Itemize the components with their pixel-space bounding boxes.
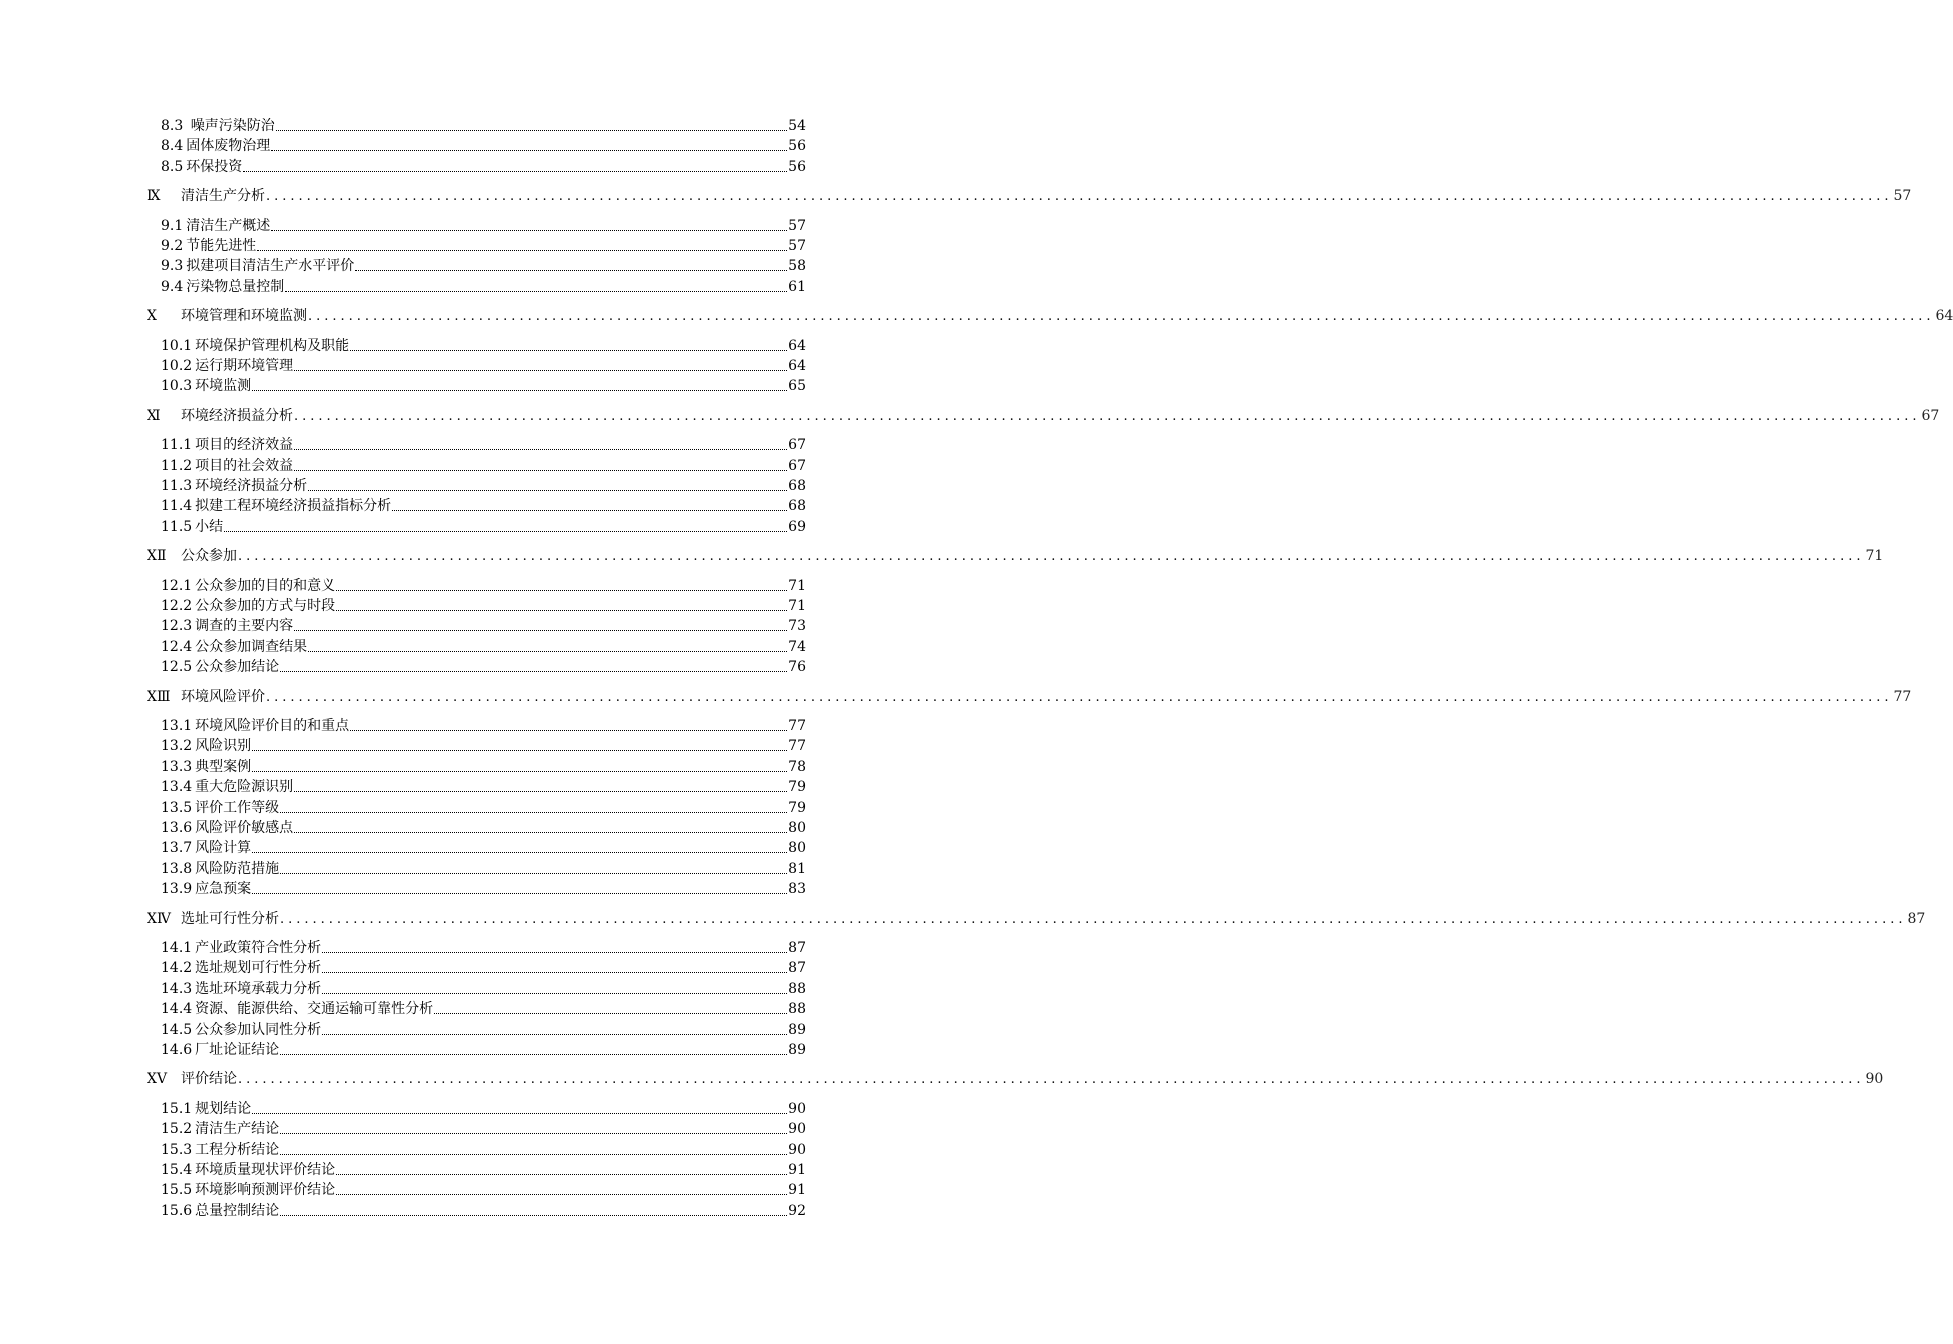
toc-entry-label bbox=[161, 477, 307, 495]
toc-entry-number: 14.1 bbox=[161, 940, 193, 956]
toc-page-number: 88 bbox=[788, 1001, 806, 1018]
toc-section-entry[interactable] bbox=[161, 477, 806, 495]
toc-entry-title: 总量控制结论 bbox=[195, 1202, 280, 1219]
toc-page-number: 68 bbox=[788, 478, 806, 494]
toc-page-number: 67 bbox=[788, 437, 806, 454]
toc-entry-label bbox=[161, 799, 279, 817]
toc-entry-title: 风险识别 bbox=[195, 738, 252, 755]
toc-section-entry[interactable] bbox=[161, 939, 806, 957]
toc-entry-number: 12.1 bbox=[161, 577, 193, 594]
toc-entry-number: 14.4 bbox=[161, 1001, 193, 1018]
toc-section-entry[interactable] bbox=[161, 237, 806, 255]
dot-leader bbox=[243, 160, 787, 172]
toc-entry-title: 资源、能源供给、交通运输可靠性分析 bbox=[195, 1001, 434, 1018]
toc-section-entry[interactable] bbox=[161, 1021, 806, 1039]
toc-entry-label bbox=[161, 497, 391, 515]
dot-leader bbox=[294, 459, 787, 471]
toc-entry-label bbox=[161, 1202, 279, 1220]
toc-entry-label bbox=[161, 1000, 433, 1018]
toc-entry-number: 15.5 bbox=[161, 1182, 193, 1199]
toc-entry-label bbox=[147, 307, 307, 325]
toc-entry-label bbox=[161, 158, 242, 176]
toc-entry-number: ⅩⅣ bbox=[147, 910, 171, 927]
dot-leader: ........................................................................................................................................................................................................ bbox=[238, 549, 1865, 565]
toc-page-number: 74 bbox=[788, 638, 806, 655]
toc-entry-number: Ⅸ bbox=[147, 188, 161, 205]
toc-entry-title: 污染物总量控制 bbox=[186, 278, 285, 295]
toc-entry-number: 13.8 bbox=[161, 860, 193, 877]
toc-page-number: 90 bbox=[788, 1121, 806, 1138]
toc-entry-label bbox=[161, 357, 293, 375]
toc-section-entry[interactable] bbox=[161, 1161, 806, 1179]
toc-page-number: 87 bbox=[788, 960, 806, 977]
toc-section-entry[interactable] bbox=[161, 819, 806, 837]
toc-page-number: 68 bbox=[788, 498, 806, 515]
toc-entry-title: 公众参加 bbox=[181, 548, 237, 565]
toc-entry-label bbox=[161, 880, 251, 898]
dot-leader bbox=[252, 379, 787, 391]
toc-entry-label bbox=[161, 959, 321, 977]
toc-entry-title: 清洁生产分析 bbox=[181, 188, 265, 205]
toc-entry-label bbox=[161, 1181, 335, 1199]
toc-entry-title: 选址环境承载力分析 bbox=[195, 980, 322, 997]
dot-leader bbox=[322, 982, 787, 994]
toc-section-entry[interactable] bbox=[161, 638, 806, 656]
toc-entry-number: ⅩⅡ bbox=[147, 548, 167, 565]
toc-section-entry[interactable] bbox=[161, 357, 806, 375]
toc-entry-number: 11.5 bbox=[161, 518, 193, 535]
toc-entry-title: 公众参加结论 bbox=[195, 659, 280, 676]
toc-page-number: 80 bbox=[788, 840, 806, 857]
toc-entry-title: 小结 bbox=[195, 518, 224, 535]
toc-page-number: 90 bbox=[788, 1100, 806, 1117]
toc-entry-number: 14.5 bbox=[161, 1021, 193, 1038]
toc-section-entry[interactable] bbox=[161, 980, 806, 998]
toc-chapter-entry[interactable] bbox=[147, 688, 1912, 707]
toc-section-entry[interactable] bbox=[161, 117, 806, 135]
toc-entry-number: 8.4 bbox=[161, 138, 184, 155]
toc-entry-label bbox=[161, 1100, 251, 1118]
toc-section-entry[interactable] bbox=[161, 758, 806, 776]
toc-entry-number: 13.9 bbox=[161, 881, 193, 898]
toc-entry-title: 公众参加调查结果 bbox=[195, 638, 308, 655]
toc-page-number: 79 bbox=[788, 799, 806, 816]
toc-entry-label bbox=[161, 778, 293, 796]
toc-entry-label bbox=[161, 758, 251, 776]
toc-entry-number: 11.2 bbox=[161, 457, 193, 474]
toc-entry-label bbox=[161, 377, 251, 395]
toc-entry-title: 产业政策符合性分析 bbox=[195, 940, 322, 956]
toc-entry-title: 拟建项目清洁生产水平评价 bbox=[186, 258, 355, 275]
toc-entry-title: 评价结论 bbox=[181, 1071, 237, 1088]
toc-entry-number: 13.4 bbox=[161, 779, 193, 796]
dot-leader bbox=[294, 619, 787, 631]
toc-entry-title: 环境经济损益分析 bbox=[181, 407, 293, 424]
toc-entry-number: 15.4 bbox=[161, 1162, 193, 1178]
toc-page-number: 89 bbox=[788, 1021, 806, 1038]
toc-section-entry[interactable] bbox=[161, 1181, 806, 1199]
toc-entry-number: 11.1 bbox=[161, 437, 193, 454]
dot-leader bbox=[294, 438, 787, 450]
toc-page-number: 79 bbox=[788, 779, 806, 796]
toc-chapter-entry[interactable] bbox=[147, 187, 1912, 206]
toc-entry-title: 公众参加的目的和意义 bbox=[195, 577, 336, 594]
toc-entry-number: 12.5 bbox=[161, 659, 193, 676]
toc-entry-number: 9.4 bbox=[161, 278, 184, 295]
toc-entry-number: 12.2 bbox=[161, 598, 193, 614]
toc-entry-title: 环境风险评价目的和重点 bbox=[195, 718, 350, 734]
toc-entry-title: 运行期环境管理 bbox=[195, 358, 294, 374]
dot-leader bbox=[308, 479, 787, 491]
dot-leader: ........................................................................................................................................................................................................ bbox=[238, 1072, 1865, 1088]
toc-entry-number: 9.1 bbox=[161, 217, 184, 234]
toc-entry-label bbox=[147, 187, 265, 205]
toc-entry-label bbox=[147, 910, 279, 928]
toc-section-entry[interactable] bbox=[161, 436, 806, 454]
toc-entry-label bbox=[161, 1041, 279, 1059]
dot-leader bbox=[271, 139, 787, 151]
toc-entry-title: 公众参加认同性分析 bbox=[195, 1021, 322, 1038]
toc-chapter-entry[interactable] bbox=[147, 1070, 1884, 1089]
toc-entry-number: Ⅺ bbox=[147, 407, 161, 424]
toc-entry-title: 环境保护管理机构及职能 bbox=[195, 337, 350, 354]
dot-leader bbox=[336, 579, 787, 591]
toc-section-entry[interactable] bbox=[161, 617, 806, 635]
dot-leader bbox=[252, 882, 787, 894]
dot-leader: ........................................................................................................................................................................................................ bbox=[308, 309, 1935, 325]
toc-entry-label bbox=[161, 117, 275, 135]
toc-entry-label bbox=[161, 617, 293, 635]
dot-leader bbox=[252, 760, 787, 772]
toc-entry-number: 13.2 bbox=[161, 738, 193, 755]
toc-page-number: 76 bbox=[788, 659, 806, 676]
toc-entry-number: 8.5 bbox=[161, 158, 184, 175]
toc-entry-number: 14.2 bbox=[161, 960, 193, 977]
dot-leader bbox=[224, 520, 787, 532]
dot-leader bbox=[285, 280, 787, 292]
toc-page-number: 71 bbox=[788, 598, 806, 614]
toc-entry-number: 13.3 bbox=[161, 758, 193, 775]
toc-entry-label bbox=[147, 407, 293, 425]
toc-entry-label bbox=[161, 839, 251, 857]
toc-page-number: 57 bbox=[788, 217, 806, 234]
toc-section-entry[interactable] bbox=[161, 217, 806, 235]
toc-entry-label bbox=[161, 278, 284, 296]
toc-section-entry[interactable] bbox=[161, 597, 806, 615]
toc-page-number: 54 bbox=[788, 118, 806, 134]
dot-leader bbox=[392, 499, 787, 511]
toc-entry-title: 项目的社会效益 bbox=[195, 457, 294, 474]
toc-section-entry[interactable] bbox=[161, 377, 806, 395]
toc-section-entry[interactable] bbox=[161, 1120, 806, 1138]
dot-leader bbox=[252, 1102, 787, 1114]
toc-entry-title: 环境质量现状评价结论 bbox=[195, 1162, 336, 1178]
toc-section-entry[interactable] bbox=[161, 518, 806, 536]
toc-entry-label bbox=[161, 939, 321, 957]
toc-section-entry[interactable] bbox=[161, 1000, 806, 1018]
toc-entry-label bbox=[161, 337, 349, 355]
toc-page-number: 71 bbox=[1865, 548, 1884, 565]
toc-entry-title: 节能先进性 bbox=[186, 238, 257, 254]
toc-section-entry[interactable] bbox=[161, 1041, 806, 1059]
toc-entry-label bbox=[161, 658, 279, 676]
dot-leader bbox=[434, 1002, 787, 1014]
toc-entry-title: 拟建工程环境经济损益指标分析 bbox=[195, 498, 392, 515]
toc-entry-number: ⅩⅤ bbox=[147, 1071, 168, 1088]
dot-leader bbox=[322, 1023, 787, 1035]
toc-entry-label bbox=[161, 1021, 321, 1039]
toc-entry-label bbox=[161, 237, 256, 255]
dot-leader bbox=[294, 821, 787, 833]
toc-entry-label bbox=[161, 457, 293, 475]
toc-entry-number: 15.1 bbox=[161, 1100, 193, 1117]
toc-entry-label bbox=[161, 717, 349, 735]
toc-entry-label bbox=[161, 819, 293, 837]
toc-entry-title: 风险防范措施 bbox=[195, 860, 280, 877]
toc-entry-label bbox=[161, 1120, 279, 1138]
dot-leader bbox=[276, 119, 787, 131]
dot-leader bbox=[336, 599, 787, 611]
toc-entry-label bbox=[161, 597, 335, 615]
toc-entry-title: 固体废物治理 bbox=[186, 138, 271, 155]
toc-page-number: 91 bbox=[788, 1162, 806, 1178]
toc-page-number: 56 bbox=[788, 138, 806, 155]
toc-section-entry[interactable] bbox=[161, 1202, 806, 1220]
toc-page-number: 80 bbox=[788, 820, 806, 836]
toc-entry-label bbox=[161, 577, 335, 595]
dot-leader bbox=[355, 259, 787, 271]
toc-page-number: 69 bbox=[788, 518, 806, 535]
toc-page-number: 87 bbox=[788, 940, 806, 956]
toc-page-number: 64 bbox=[1935, 308, 1953, 325]
toc-section-entry[interactable] bbox=[161, 497, 806, 515]
toc-page-number: 57 bbox=[1893, 188, 1912, 205]
toc-entry-label bbox=[147, 1070, 237, 1088]
toc-entry-title: 环保投资 bbox=[186, 158, 243, 175]
dot-leader bbox=[280, 1143, 787, 1155]
toc-section-entry[interactable] bbox=[161, 880, 806, 898]
toc-entry-number: 10.1 bbox=[161, 337, 193, 354]
toc-section-entry[interactable] bbox=[161, 158, 806, 176]
dot-leader bbox=[280, 1122, 787, 1134]
toc-entry-label bbox=[147, 547, 237, 565]
toc-entry-label bbox=[161, 217, 270, 235]
dot-leader bbox=[257, 239, 787, 251]
toc-entry-label bbox=[161, 137, 270, 155]
dot-leader bbox=[252, 739, 787, 751]
toc-entry-number: 10.2 bbox=[161, 358, 193, 374]
toc-entry-number: 13.5 bbox=[161, 799, 193, 816]
toc-entry-title: 典型案例 bbox=[195, 758, 252, 775]
toc-entry-title: 环境经济损益分析 bbox=[195, 478, 308, 494]
toc-entry-title: 工程分析结论 bbox=[195, 1141, 280, 1158]
toc-page-number: 78 bbox=[788, 758, 806, 775]
dot-leader: ........................................................................................................................................................................................................ bbox=[266, 689, 1893, 705]
toc-page-number: 77 bbox=[788, 738, 806, 755]
toc-section-entry[interactable] bbox=[161, 337, 806, 355]
toc-entry-title: 环境影响预测评价结论 bbox=[195, 1182, 336, 1199]
toc-section-entry[interactable] bbox=[161, 577, 806, 595]
toc-entry-title: 应急预案 bbox=[195, 881, 252, 898]
toc-page-number: 73 bbox=[788, 618, 806, 635]
toc-entry-number: 13.6 bbox=[161, 820, 193, 836]
toc-section-entry[interactable] bbox=[161, 778, 806, 796]
toc-entry-number: 10.3 bbox=[161, 378, 193, 395]
toc-page-number: 92 bbox=[788, 1202, 806, 1219]
toc-entry-title: 风险计算 bbox=[195, 840, 252, 857]
toc-section-entry[interactable] bbox=[161, 137, 806, 155]
toc-entry-number: 13.1 bbox=[161, 718, 193, 734]
toc-entry-label bbox=[161, 1141, 279, 1159]
toc-page-number: 83 bbox=[788, 881, 806, 898]
dot-leader bbox=[280, 1043, 787, 1055]
toc-entry-title: 调查的主要内容 bbox=[195, 618, 294, 635]
toc-entry-number: 14.6 bbox=[161, 1042, 193, 1058]
dot-leader bbox=[350, 339, 787, 351]
toc-page-number: 91 bbox=[788, 1182, 806, 1199]
toc-entry-title: 选址可行性分析 bbox=[181, 910, 279, 927]
dot-leader bbox=[336, 1183, 787, 1195]
toc-entry-number: 12.4 bbox=[161, 638, 193, 655]
toc-entry-title: 风险评价敏感点 bbox=[195, 820, 294, 836]
toc-page-number: 67 bbox=[1921, 407, 1940, 424]
toc-entry-title: 环境风险评价 bbox=[181, 688, 265, 705]
toc-section-entry[interactable] bbox=[161, 257, 806, 275]
toc-entry-title: 环境监测 bbox=[195, 378, 252, 395]
toc-entry-label bbox=[161, 860, 279, 878]
toc-page-number: 90 bbox=[788, 1141, 806, 1158]
toc-section-entry[interactable] bbox=[161, 737, 806, 755]
toc-entry-title: 厂址论证结论 bbox=[195, 1042, 280, 1058]
toc-chapter-entry[interactable] bbox=[147, 910, 1926, 929]
toc-section-entry[interactable] bbox=[161, 799, 806, 817]
toc-chapter-entry[interactable] bbox=[147, 407, 1940, 426]
toc-entry-title: 项目的经济效益 bbox=[195, 437, 294, 454]
toc-section-entry[interactable] bbox=[161, 1141, 806, 1159]
dot-leader bbox=[280, 660, 787, 672]
toc-entry-number: 15.2 bbox=[161, 1121, 193, 1138]
dot-leader bbox=[350, 719, 787, 731]
toc-entry-number: ⅩⅢ bbox=[147, 688, 171, 705]
dot-leader bbox=[271, 219, 787, 231]
toc-page-number: 89 bbox=[788, 1042, 806, 1058]
toc-page-number: 77 bbox=[1893, 688, 1912, 705]
dot-leader bbox=[280, 1204, 787, 1216]
toc-page-number: 87 bbox=[1907, 910, 1926, 927]
toc-entry-label bbox=[161, 436, 293, 454]
toc-entry-title: 清洁生产结论 bbox=[195, 1121, 280, 1138]
toc-section-entry[interactable] bbox=[161, 658, 806, 676]
toc-page-number: 67 bbox=[788, 457, 806, 474]
toc-entry-title: 公众参加的方式与时段 bbox=[195, 598, 336, 614]
dot-leader bbox=[322, 961, 787, 973]
toc-page-number: 90 bbox=[1865, 1071, 1884, 1088]
toc-section-entry[interactable] bbox=[161, 959, 806, 977]
toc-entry-label bbox=[161, 737, 251, 755]
toc-entry-number: 14.3 bbox=[161, 980, 193, 997]
toc-entry-title: 噪声污染防治 bbox=[186, 118, 275, 134]
toc-entry-number: 8.3 bbox=[161, 118, 184, 134]
toc-entry-number: 9.2 bbox=[161, 238, 184, 254]
toc-entry-title: 规划结论 bbox=[195, 1100, 252, 1117]
toc-entry-title: 环境管理和环境监测 bbox=[181, 308, 307, 325]
toc-entry-number: 11.3 bbox=[161, 478, 193, 494]
dot-leader bbox=[308, 640, 787, 652]
toc-section-entry[interactable] bbox=[161, 278, 806, 296]
dot-leader bbox=[280, 801, 787, 813]
toc-page-number: 64 bbox=[788, 358, 806, 374]
dot-leader: ........................................................................................................................................................................................................ bbox=[280, 911, 1907, 927]
toc-page-number: 57 bbox=[788, 238, 806, 254]
toc-entry-label bbox=[161, 1161, 335, 1179]
toc-entry-number: 12.3 bbox=[161, 618, 193, 635]
dot-leader: ........................................................................................................................................................................................................ bbox=[266, 189, 1893, 205]
toc-section-entry[interactable] bbox=[161, 717, 806, 735]
toc-entry-number: 9.3 bbox=[161, 258, 184, 275]
toc-section-entry[interactable] bbox=[161, 839, 806, 857]
toc-page-number: 61 bbox=[788, 278, 806, 295]
toc-page-number: 56 bbox=[788, 158, 806, 175]
toc-page-number: 77 bbox=[788, 718, 806, 734]
toc-entry-number: 15.6 bbox=[161, 1202, 193, 1219]
toc-section-entry[interactable] bbox=[161, 457, 806, 475]
dot-leader bbox=[294, 780, 787, 792]
dot-leader bbox=[336, 1163, 787, 1175]
toc-entry-label bbox=[147, 688, 265, 706]
toc-page-number: 64 bbox=[788, 337, 806, 354]
toc-entry-title: 重大危险源识别 bbox=[195, 779, 294, 796]
toc-chapter-entry[interactable] bbox=[147, 547, 1884, 566]
toc-entry-label bbox=[161, 980, 321, 998]
toc-entry-label bbox=[161, 638, 307, 656]
toc-page-number: 88 bbox=[788, 980, 806, 997]
toc-chapter-entry[interactable] bbox=[147, 307, 1953, 326]
toc-section-entry[interactable] bbox=[161, 860, 806, 878]
toc-page-number: 71 bbox=[788, 577, 806, 594]
toc-entry-title: 评价工作等级 bbox=[195, 799, 280, 816]
toc-page-number: 58 bbox=[788, 258, 806, 275]
toc-entry-number: 15.3 bbox=[161, 1141, 193, 1158]
toc-entry-number: Ⅹ bbox=[147, 308, 157, 325]
dot-leader: ........................................................................................................................................................................................................ bbox=[294, 408, 1921, 424]
toc-entry-label bbox=[161, 257, 354, 275]
toc-entry-title: 选址规划可行性分析 bbox=[195, 960, 322, 977]
dot-leader bbox=[280, 862, 787, 874]
toc-entry-title: 清洁生产概述 bbox=[186, 217, 271, 234]
toc-entry-label bbox=[161, 518, 223, 536]
toc-page-number: 81 bbox=[788, 860, 806, 877]
toc-page-number: 65 bbox=[788, 378, 806, 395]
dot-leader bbox=[322, 941, 787, 953]
toc-entry-number: 11.4 bbox=[161, 498, 193, 515]
dot-leader bbox=[252, 841, 787, 853]
dot-leader bbox=[294, 359, 787, 371]
toc-section-entry[interactable] bbox=[161, 1100, 806, 1118]
toc-entry-number: 13.7 bbox=[161, 840, 193, 857]
